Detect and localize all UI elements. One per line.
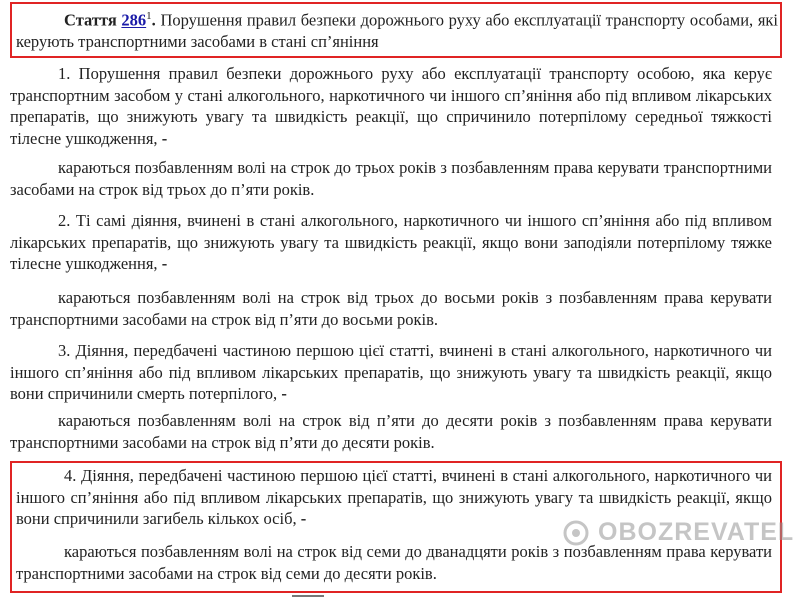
article-number-link[interactable]: 286: [121, 10, 147, 30]
article-heading-period: .: [151, 10, 156, 30]
part-1-dash: -: [161, 128, 168, 148]
part-4-dash: -: [300, 509, 307, 528]
part-2-text: [10, 210, 772, 275]
part-4-penalty: караються позбавленням волі на строк від семи до дванадцяти років з позбавленням права керувати транспортними засобами на строк від семи до десяти років.: [16, 542, 772, 583]
part-3-text: [10, 340, 772, 405]
part-3-body: 3. Діяння, передбачені частиною першою цієї статті, вчинені в стані алкогольного, наркотичного чи іншого сп’яніння або під впливом лікарських препаратів, що знижують увагу та швидкість реакції, якщо вони спричинили смерть потерпілого,: [10, 341, 772, 403]
part-2-dash: -: [161, 254, 168, 273]
part-2-body: 2. Ті самі діяння, вчинені в стані алкогольного, наркотичного чи іншого сп’яніння або під впливом лікарських препаратів, що знижують увагу та швидкість реакції, якщо вони заподіяли потерпілому тяжке тілесне ушкодження,: [10, 211, 772, 273]
part-4-text: [16, 465, 772, 530]
part-1-text: [10, 63, 772, 149]
article-heading: [16, 6, 778, 53]
watermark-text: OBOZREVATEL: [598, 518, 795, 546]
part-1-penalty: караються позбавленням волі на строк до трьох років з позбавленням права керувати транспортними засобами на строк від трьох до п’яти років.: [10, 158, 772, 199]
article-heading-label: Стаття: [64, 10, 117, 30]
part-2-penalty: караються позбавленням волі на строк від трьох до восьми років з позбавленням права керувати транспортними засобами на строк від п’яти до восьми років.: [10, 288, 772, 329]
part-3-dash: -: [281, 384, 287, 403]
part-3-penalty: караються позбавленням волі на строк від п’яти до десяти років з позбавленням права керувати транспортними засобами на строк від п’яти до десяти років.: [10, 411, 772, 452]
article-title: Порушення правил безпеки дорожнього руху або експлуатації транспорту особами, які керують транспортними засобами в стані сп’яніння: [16, 10, 779, 51]
article-number-superscript: 1: [146, 10, 152, 22]
part-1-body: 1. Порушення правил безпеки дорожнього руху або експлуатації транспорту особою, яка керує транспортним засобом у стані алкогольного, наркотичного чи іншого сп’яніння або під впливом лікарських препаратів, що знижують увагу та швидкість реакції, що спричинило потерпілому середньої тяжкості тілесне ушкодження,: [10, 64, 772, 148]
part-4-body: 4. Діяння, передбачені частиною першою цієї статті, вчинені в стані алкогольного, наркотичного чи іншого сп’яніння або під впливом лікарських препаратів, що знижують увагу та швидкість реакції, якщо вони спричинили загибель кількох осіб,: [16, 466, 772, 528]
